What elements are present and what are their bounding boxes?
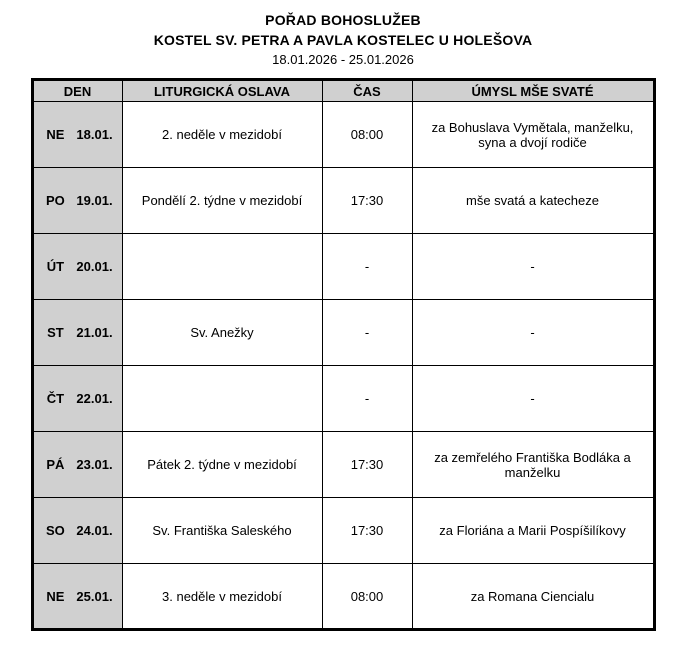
document-subtitle: KOSTEL SV. PETRA A PAVLA KOSTELEC U HOLEŠOVA (153, 32, 533, 48)
celebration-cell (122, 234, 322, 300)
schedule-table (31, 78, 656, 631)
intention-cell: - (412, 300, 654, 366)
day-cell (32, 168, 122, 234)
intention-cell: za Romana Ciencialu (412, 564, 654, 630)
document-title: POŘAD BOHOSLUŽEB (265, 12, 421, 28)
day-abbr: ČT (46, 391, 65, 406)
document-header (0, 0, 686, 69)
table-row (32, 168, 654, 234)
day-date: 20.01. (76, 259, 113, 274)
column-header-cas: ČAS (322, 80, 412, 102)
day-date: 23.01. (76, 457, 113, 472)
day-date: 21.01. (76, 325, 113, 340)
intention-cell: za Floriána a Marii Pospíšilíkovy (412, 498, 654, 564)
day-abbr: NE (46, 588, 65, 604)
day-date: 25.01. (76, 588, 113, 604)
day-abbr: PO (46, 193, 65, 208)
intention-cell: za Bohuslava Vymětala, manželku, syna a dvojí rodiče (412, 102, 654, 168)
celebration-cell (122, 366, 322, 432)
day-abbr: SO (46, 523, 65, 538)
celebration-cell: Sv. Františka Saleského (122, 498, 322, 564)
time-cell: - (322, 366, 412, 432)
date-range: 18.01.2026 - 25.01.2026 (272, 52, 414, 67)
table-row (32, 234, 654, 300)
day-cell (32, 102, 122, 168)
celebration-cell: Pátek 2. týdne v mezidobí (122, 432, 322, 498)
celebration-cell: Sv. Anežky (122, 300, 322, 366)
day-abbr: ÚT (46, 259, 65, 274)
time-cell: 17:30 (322, 432, 412, 498)
table-row (32, 564, 654, 630)
day-abbr: PÁ (46, 457, 65, 472)
table-header-row (32, 80, 654, 102)
time-cell: - (322, 300, 412, 366)
day-abbr: NE (46, 127, 65, 142)
day-cell (32, 366, 122, 432)
column-header-liturgicka-oslava: LITURGICKÁ OSLAVA (122, 80, 322, 102)
day-date: 24.01. (76, 523, 113, 538)
intention-cell: za zemřelého Františka Bodláka a manželku (412, 432, 654, 498)
time-cell: 08:00 (322, 102, 412, 168)
day-cell (32, 432, 122, 498)
day-cell (32, 300, 122, 366)
intention-cell: mše svatá a katecheze (412, 168, 654, 234)
day-abbr: ST (47, 325, 64, 340)
intention-cell: - (412, 234, 654, 300)
table-row (32, 366, 654, 432)
time-cell: - (322, 234, 412, 300)
intention-cell: - (412, 366, 654, 432)
time-cell: 17:30 (322, 168, 412, 234)
time-cell: 08:00 (322, 564, 412, 630)
table-row (32, 432, 654, 498)
celebration-cell: Pondělí 2. týdne v mezidobí (122, 168, 322, 234)
celebration-cell: 3. neděle v mezidobí (122, 564, 322, 630)
table-row (32, 498, 654, 564)
column-header-umysl: ÚMYSL MŠE SVATÉ (412, 80, 654, 102)
day-cell (32, 498, 122, 564)
time-cell: 17:30 (322, 498, 412, 564)
table-row (32, 300, 654, 366)
day-date: 19.01. (76, 193, 113, 208)
day-cell (32, 234, 122, 300)
day-date: 22.01. (76, 391, 113, 406)
column-header-den: DEN (32, 80, 122, 102)
day-date: 18.01. (76, 127, 113, 142)
celebration-cell: 2. neděle v mezidobí (122, 102, 322, 168)
day-cell (32, 564, 122, 630)
table-row (32, 102, 654, 168)
